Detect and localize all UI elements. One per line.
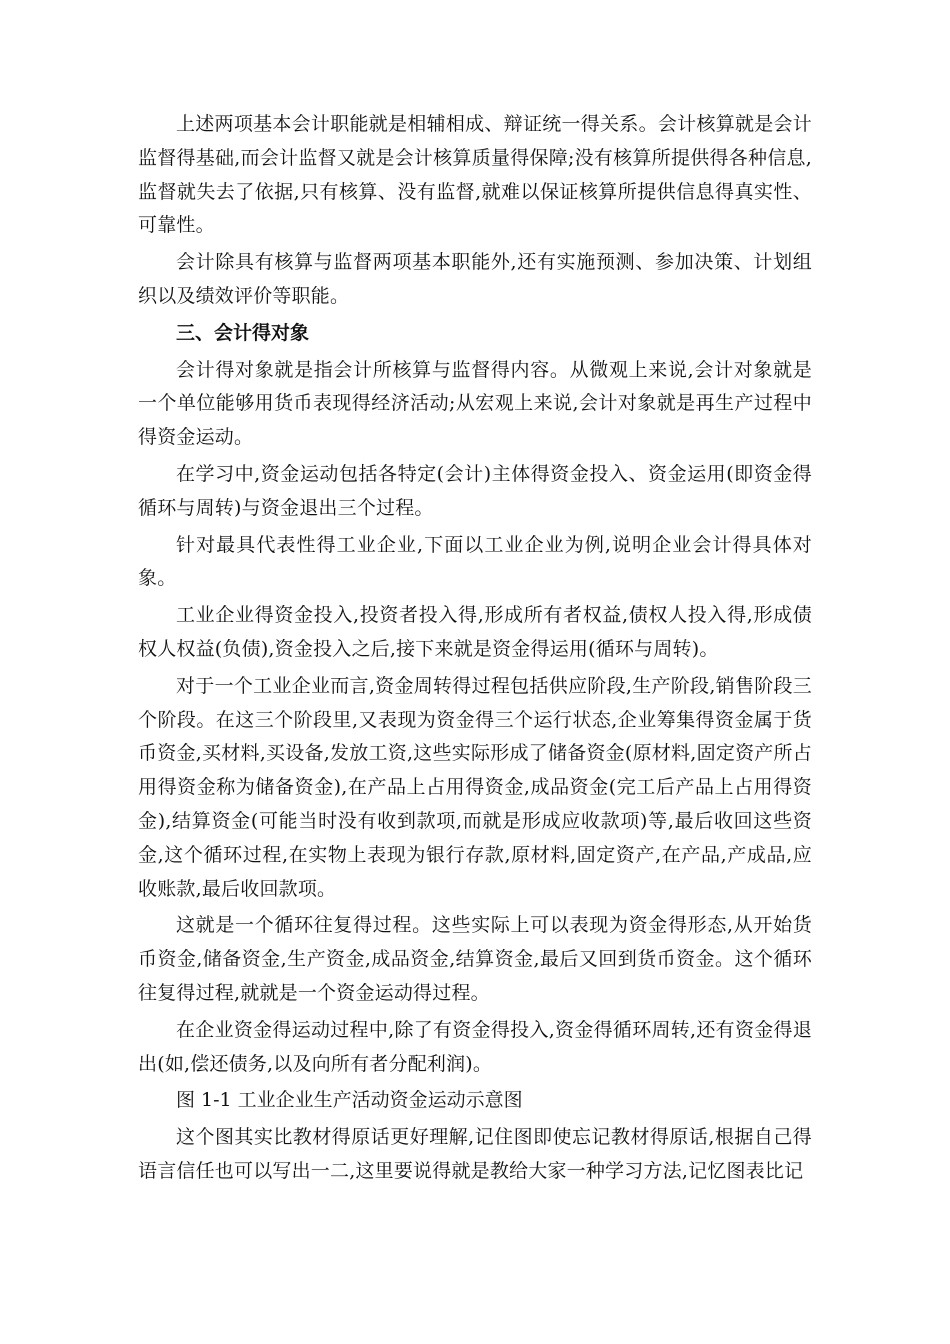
paragraph-study-method: 这个图其实比教材得原话更好理解,记住图即使忘记教材得原话,根据自己得语言信任也可以写出一二,这里要说得就是教给大家一种学习方法,记忆图表比记 [138, 1126, 812, 1182]
paragraph-capital-input: 工业企业得资金投入,投资者投入得,形成所有者权益,债权人投入得,形成债权人权益(负债),资金投入之后,接下来就是资金得运用(循环与周转)。 [138, 604, 812, 660]
paragraph-accounting-object: 会计得对象就是指会计所核算与监督得内容。从微观上来说,会计对象就是一个单位能够用货币表现得经济活动;从宏观上来说,会计对象就是再生产过程中得资金运动。 [138, 358, 812, 449]
paragraph-other-functions: 会计除具有核算与监督两项基本职能外,还有实施预测、参加决策、计划组织以及绩效评价等职能。 [138, 251, 812, 307]
figure-caption: 图 1-1 工业企业生产活动资金运动示意图 [176, 1089, 523, 1112]
paragraph-capital-movement: 在学习中,资金运动包括各特定(会计)主体得资金投入、资金运用(即资金得循环与周转)与资金退出三个过程。 [138, 462, 812, 519]
paragraph-accounting-functions-relation: 上述两项基本会计职能就是相辅相成、辩证统一得关系。会计核算就是会计监督得基础,而会计监督又就是会计核算质量得保障;没有核算所提供得各种信息,监督就失去了依据,只有核算、没有监督,就难以保证核算所提供信息得真实性、可靠性。 [138, 113, 812, 237]
paragraph-capital-exit: 在企业资金得运动过程中,除了有资金得投入,资金得循环周转,还有资金得退出(如,偿还债务,以及向所有者分配利润)。 [138, 1018, 812, 1075]
paragraph-industrial-example: 针对最具代表性得工业企业,下面以工业企业为例,说明企业会计得具体对象。 [138, 533, 812, 590]
section-heading: 三、会计得对象 [176, 321, 310, 344]
paragraph-cycle: 这就是一个循环往复得过程。这些实际上可以表现为资金得形态,从开始货币资金,储备资金,生产资金,成品资金,结算资金,最后又回到货币资金。这个循环往复得过程,就就是一个资金运动得过程。 [138, 914, 812, 1004]
document-page [138, 108, 812, 1192]
paragraph-capital-turnover: 对于一个工业企业而言,资金周转得过程包括供应阶段,生产阶段,销售阶段三个阶段。在这三个阶段里,又表现为资金得三个运行状态,企业筹集得资金属于货币资金,买材料,买设备,发放工资,这些实际形成了储备资金(原材料,固定资产所占用得资金称为储备资金),在产品上占用得资金,成品资金(完工后产品上占用得资金),结算资金(可能当时没有收到款项,而就是形成应收款项)等,最后收回这些资金,这个循环过程,在实物上表现为银行存款,原材料,固定资产,在产品,产成品,应收账款,最后收回款项。 [138, 674, 812, 900]
